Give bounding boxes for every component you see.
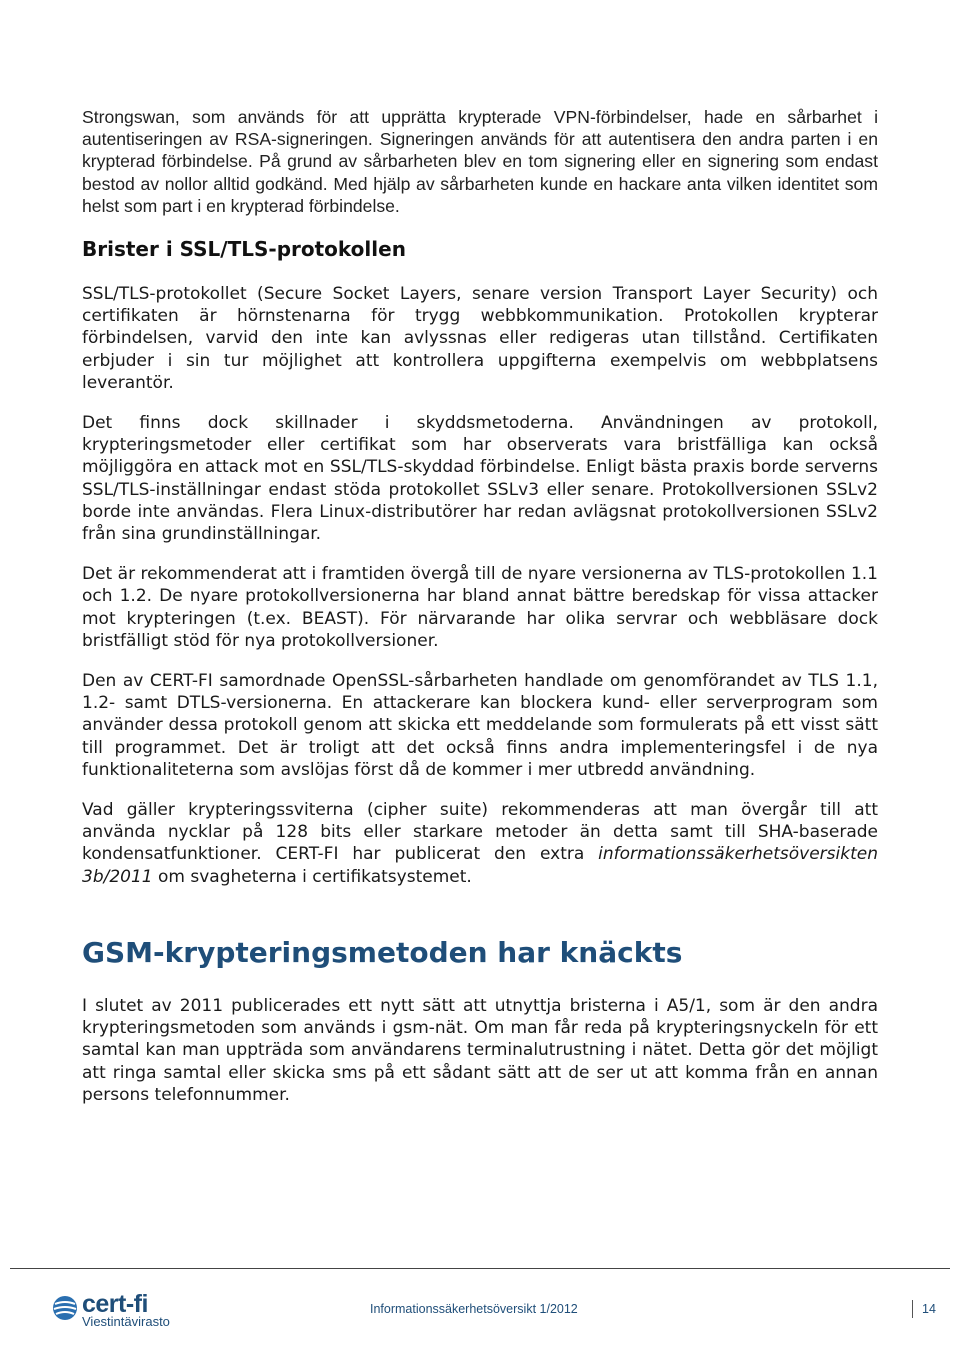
page-number: 14: [922, 1302, 936, 1316]
paragraph-ssl-tls-intro: SSL/TLS-protokollet (Secure Socket Layers, senare version Transport Layer Security) och certifikaten är hörnstenarna för trygg webbkommunikation. Protokollen krypterar förbindelsen, varvid den inte kan avlyssnas eller redigeras utan tillstånd. Certifikaten erbjuder i sin tur möjlighet att kontrollera uppgifterna exempelvis om webbplatsens leverantör.: [82, 284, 878, 393]
cipher-suites-tail: om svagheterna i certifikatsystemet.: [152, 866, 472, 887]
globe-icon: [52, 1295, 78, 1321]
cert-fi-logo: [52, 1290, 192, 1333]
logo-name: cert-fi: [82, 1290, 148, 1318]
subheading-ssl-tls: Brister i SSL/TLS-protokollen: [82, 237, 406, 262]
overview-reference-link: informationssäkerhetsöversikten 3b/2011: [82, 844, 878, 887]
paragraph-tls-recommendation: Det är rekommenderat att i framtiden övergå till de nyare versionerna av TLS-protokollen 1.1 och 1.2. De nyare protokollversionerna har bland annat bättre beredskap för vissa attacker mot krypteringen (t.ex. BEAST). För närvarande har olika servrar och webbläsare dock bristfälligt stöd för nya protokollversioner.: [82, 564, 878, 651]
document-title: Informationssäkerhetsöversikt 1/2012: [370, 1302, 578, 1316]
paragraph-cipher-suites: [82, 799, 878, 888]
paragraph-openssl-vulnerability: Den av CERT-FI samordnade OpenSSL-sårbarheten handlade om genomförandet av TLS 1.1, 1.2- samt DTLS-versionerna. En attackerare kan blockera kund- eller serverprogram som använder dessa protokoll genom att skicka ett meddelande som formulerats på ett visst sätt till programmet. Det är troligt att det också finns andra implementeringsfel i de nya funktionaliteterna som avslöjas först då de kommer i mer utbredd användning.: [82, 671, 878, 780]
cipher-suites-text: Vad gäller krypteringssviterna (cipher suite) rekommenderas att man övergår till att använda nycklar på 128 bits eller starkare metoder än detta samt till SHA-baserade kondensatfunktioner. CERT-FI har publicerat den extra: [82, 800, 878, 865]
paragraph-protection-differences: Det finns dock skillnader i skyddsmetoderna. Användningen av protokoll, krypteringsmetoder eller certifikat som har observerats vara bristfälliga kan också möjliggöra en attack mot en SSL/TLS-skyddad förbindelse. Enligt bästa praxis borde serverns SSL/TLS-inställningar endast stöda protokollet SSLv3 eller senare. Protokollversionen SSLv2 borde inte användas. Flera Linux-distributörer har redan avlägsnat protokollversionen SSLv2 från sina grundinställningar.: [82, 413, 878, 545]
paragraph-gsm: I slutet av 2011 publicerades ett nytt sätt att utnyttja bristerna i A5/1, som är den andra krypteringsmetoden som används i gsm-nät. Om man får reda på krypteringsnyckeln för ett samtal kan man uppträda som användarens terminalutrustning i nätet. Detta gör det möjligt att ringa samtal eller skicka sms på ett sådant sätt att de ser ut att komma från en annan persons telefonnummer.: [82, 995, 878, 1105]
page-number-divider: [912, 1300, 913, 1318]
footer-divider: [10, 1268, 950, 1269]
page-content: [82, 106, 878, 1106]
section-heading-gsm: GSM-krypteringsmetoden har knäckts: [82, 935, 683, 969]
logo-subtitle: Viestintävirasto: [82, 1314, 170, 1329]
page-footer: [0, 1260, 960, 1367]
paragraph-strongswan: Strongswan, som används för att upprätta krypterade VPN-förbindelser, hade en sårbarhet i autentiseringen av RSA-signeringen. Signeringen används för att autentisera den andra parten i en krypterad förbindelse. På grund av sårbarheten blev en tom signering eller en signering som endast bestod av nollor alltid godkänd. Med hjälp av sårbarheten kunde en hackare anta vilken identitet som helst som part i en krypterad förbindelse.: [82, 107, 878, 216]
